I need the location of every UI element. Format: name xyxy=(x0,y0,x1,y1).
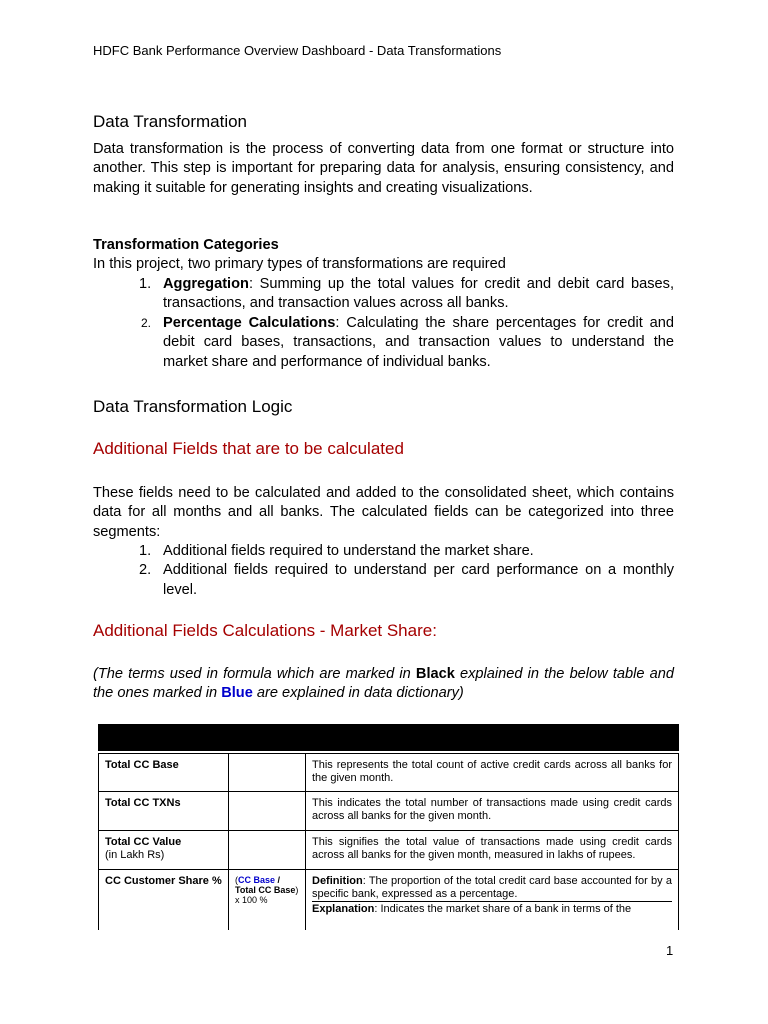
field-name-cell xyxy=(99,831,229,870)
field-description xyxy=(306,870,679,930)
fields-table xyxy=(98,724,679,930)
note-text: (The terms used in formula which are marked in xyxy=(93,666,416,682)
definition-label: Definition xyxy=(312,875,363,887)
categories-block xyxy=(93,236,674,275)
formula-note xyxy=(93,665,674,704)
field-name: Total CC TXNs xyxy=(99,792,229,831)
note-text: are explained in data dictionary) xyxy=(252,685,464,702)
formula-black-term: Total CC Base xyxy=(235,885,296,895)
intro-text: Data transformation is the process of converting data from one format or structure into another. This step is important for preparing data for analysis, ensuring consistency, and making it suitable for generating insights and creating visualizations. xyxy=(93,141,674,196)
categories-list xyxy=(93,275,674,372)
section-title-additional-fields: Additional Fields that are to be calculated xyxy=(93,439,404,458)
list-item xyxy=(93,314,674,372)
list-item xyxy=(93,561,674,600)
note-black-term: Black xyxy=(415,666,455,682)
list-item xyxy=(93,542,674,561)
table-header-row xyxy=(99,725,679,751)
formula-paren: ) xyxy=(295,885,299,895)
field-name: CC Customer Share % xyxy=(99,870,229,930)
field-unit: (in Lakh Rs) xyxy=(105,848,165,861)
note-blue-term: Blue xyxy=(221,685,253,702)
field-name: Total CC Base xyxy=(99,754,229,792)
table-row xyxy=(99,870,679,930)
field-formula xyxy=(229,870,306,930)
categories-title: Transformation Categories xyxy=(93,237,279,253)
list-item xyxy=(93,275,674,314)
list-term: Aggregation xyxy=(163,276,249,292)
list-number: 1. xyxy=(139,276,152,292)
field-name: Total CC Value xyxy=(105,836,182,848)
page-header: HDFC Bank Performance Overview Dashboard - Data Transformations xyxy=(93,43,502,58)
table-row xyxy=(99,754,679,792)
additional-text: These fields need to be calculated and added to the consolidated sheet, which contains data for all months and all banks. The calculated fields can be categorized into three segments: xyxy=(93,485,674,540)
explanation-label: Explanation xyxy=(312,903,375,915)
table-row xyxy=(99,792,679,831)
field-description: This signifies the total value of transactions made using credit cards across all banks for the given month, measured in lakhs of rupees. xyxy=(306,831,679,870)
definition-text: : The proportion of the total credit card base accounted for by a specific bank, expressed as a percentage. xyxy=(312,875,672,900)
field-description: This indicates the total number of transactions made using credit cards across all banks for the given month. xyxy=(306,792,679,831)
header-cell xyxy=(229,725,306,751)
header-cell xyxy=(306,725,679,751)
table-row xyxy=(99,831,679,870)
definition-line xyxy=(312,875,672,902)
list-number: 1. xyxy=(139,543,152,559)
section-title-logic: Data Transformation Logic xyxy=(93,397,293,416)
intro-paragraph xyxy=(93,140,674,198)
list-number: 2. xyxy=(139,562,152,579)
explanation-text: : Indicates the market share of a bank in terms of the xyxy=(374,903,632,915)
list-text: Additional fields required to understand the market share. xyxy=(163,543,534,559)
formula-blue-term: CC Base xyxy=(238,875,276,885)
header-cell xyxy=(99,725,229,751)
field-description: This represents the total count of active credit cards across all banks for the given month. xyxy=(306,754,679,792)
additional-paragraph xyxy=(93,484,674,542)
page-number: 1 xyxy=(666,943,674,958)
categories-intro: In this project, two primary types of transformations are required xyxy=(93,256,506,273)
section-title-market-share: Additional Fields Calculations - Market Share: xyxy=(93,621,437,640)
list-text: : Summing up the total values for credit and debit card bases, transactions, and transaction values across all banks. xyxy=(163,276,674,312)
formula-operator: / xyxy=(275,875,281,885)
list-term: Percentage Calculations xyxy=(163,314,336,331)
field-formula xyxy=(229,792,306,831)
field-formula xyxy=(229,754,306,792)
note-text: explained in the below table and the ones marked in xyxy=(93,666,674,702)
additional-list xyxy=(93,542,674,600)
formula-paren: ( xyxy=(235,875,238,885)
formula-multiplier: x 100 % xyxy=(235,895,268,905)
list-number: 2. xyxy=(141,315,152,330)
field-formula xyxy=(229,831,306,870)
section-title-data-transformation: Data Transformation xyxy=(93,112,248,131)
list-text: Additional fields required to understand per card performance on a monthly level. xyxy=(163,562,674,598)
list-text: : Calculating the share percentages for credit and debit card bases, transactions, and transaction values to understand the market share and performance of individual banks. xyxy=(163,314,674,370)
explanation-line xyxy=(312,903,672,916)
